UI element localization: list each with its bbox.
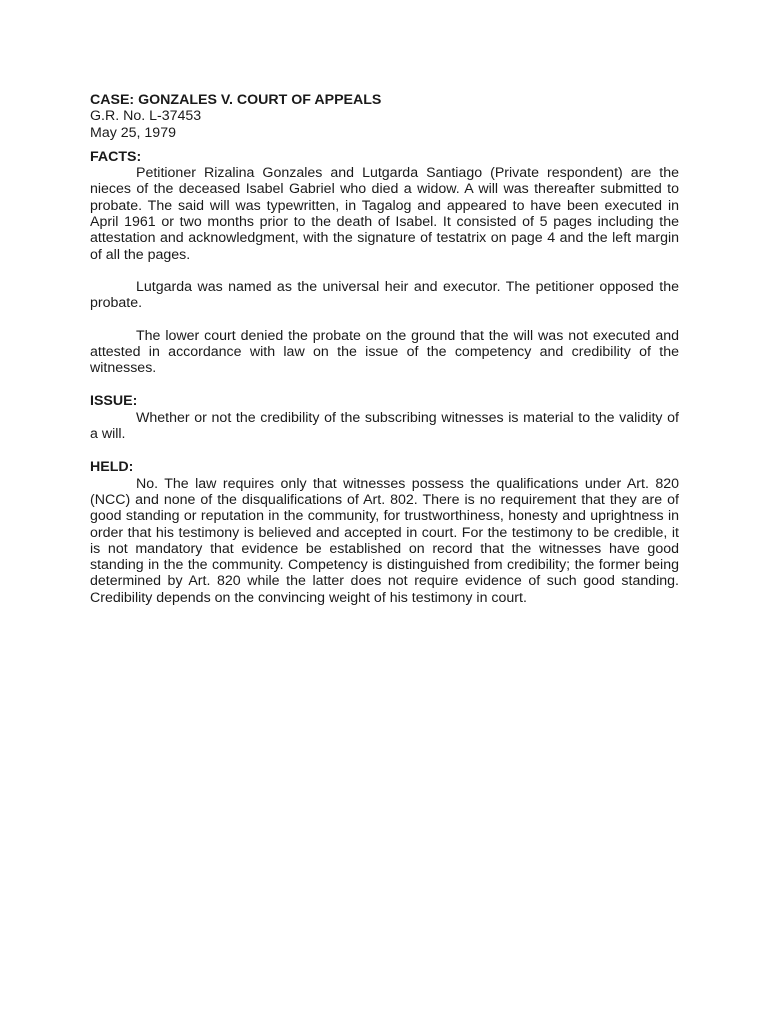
case-title: CASE: GONZALES V. COURT OF APPEALS bbox=[90, 92, 382, 108]
case-digest-document bbox=[90, 92, 679, 606]
held-heading: HELD: bbox=[90, 459, 134, 476]
held-text: No. The law requires only that witnesses possess the qualifications under Art. 820 (NCC) and none of the disqualifications of Art. 802. There is no requirement that they are of good standing or reputation in the community, for trustworthiness, honesty and uprightness in order that his testimony is believed and accepted in court. For the testimony to be credible, it is not mandatory that evidence be established on record that the witnesses have good standing in the the community. Competency is distinguished from credibility; the former being determined by Art. 820 while the latter does not require evidence of such good standing. Credibility depends on the convincing weight of his testimony in court. bbox=[90, 475, 679, 606]
facts-heading: FACTS: bbox=[90, 148, 142, 165]
facts-paragraph-1: Petitioner Rizalina Gonzales and Lutgarda Santiago (Private respondent) are the nieces of the deceased Isabel Gabriel who died a widow. A will was thereafter submitted to probate. The said will was typewritten, in Tagalog and appeared to have been executed in April 1961 or two months prior to the death of Isabel. It consisted of 5 pages including the attestation and acknowledgment, with the signature of testatrix on page 4 and the left margin of all the pages. bbox=[90, 165, 679, 263]
case-date: May 25, 1979 bbox=[90, 124, 176, 141]
case-gr-number: G.R. No. L-37453 bbox=[90, 108, 202, 125]
facts-paragraph-2: Lutgarda was named as the universal heir and executor. The petitioner opposed the probate. bbox=[90, 278, 679, 312]
facts-paragraph-3: The lower court denied the probate on the ground that the will was not executed and attested in accordance with law on the issue of the competency and credibility of the witnesses. bbox=[90, 327, 679, 377]
issue-heading: ISSUE: bbox=[90, 393, 138, 410]
issue-text: Whether or not the credibility of the subscribing witnesses is material to the validity of a will. bbox=[90, 409, 679, 443]
